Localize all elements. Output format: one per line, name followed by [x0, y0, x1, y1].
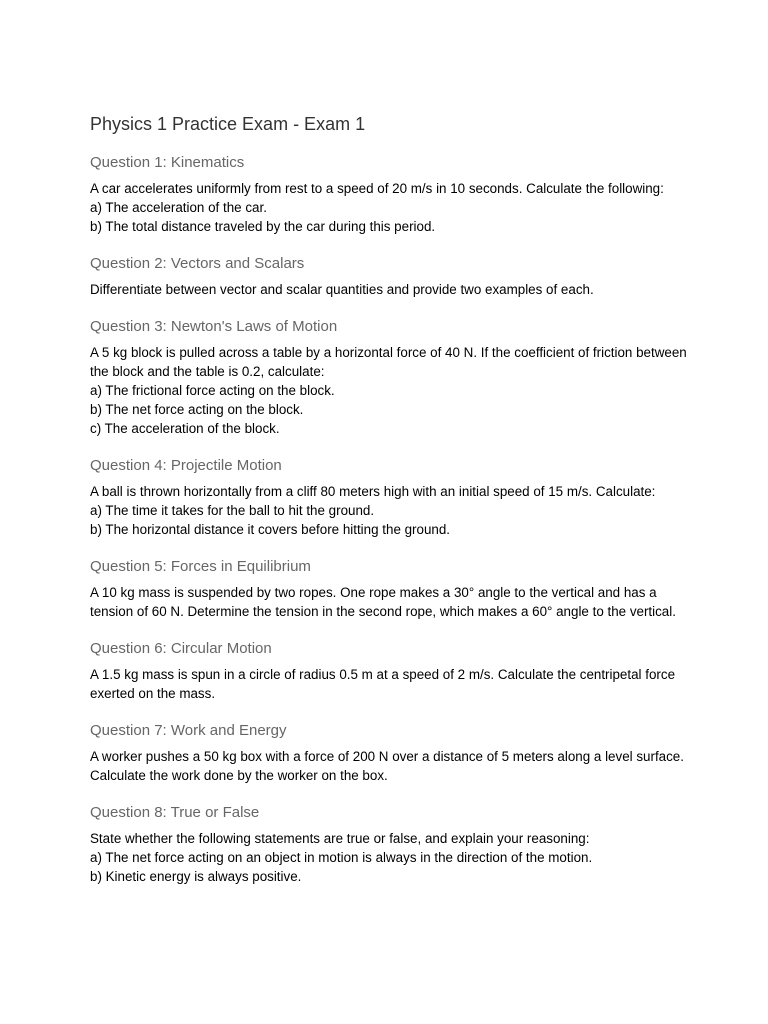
question-prompt: Differentiate between vector and scalar quantities and provide two examples of each.: [90, 282, 594, 297]
question-6: [90, 638, 690, 703]
question-body: [90, 343, 690, 438]
document-title: Physics 1 Practice Exam - Exam 1: [90, 114, 366, 134]
question-prompt: A 1.5 kg mass is spun in a circle of radius 0.5 m at a speed of 2 m/s. Calculate the centripetal force exerted on the mass.: [90, 667, 676, 701]
question-heading: Question 3: Newton's Laws of Motion: [90, 318, 338, 335]
question-item: a) The acceleration of the car.: [90, 200, 267, 215]
question-item: a) The net force acting on an object in motion is always in the direction of the motion.: [90, 850, 593, 865]
question-item: b) The horizontal distance it covers before hitting the ground.: [90, 522, 451, 537]
question-2: [90, 253, 690, 299]
question-body: [90, 747, 690, 785]
question-heading: Question 4: Projectile Motion: [90, 457, 282, 474]
question-body: [90, 665, 690, 703]
question-heading: Question 8: True or False: [90, 804, 260, 821]
question-body: [90, 583, 690, 621]
question-item: b) Kinetic energy is always positive.: [90, 869, 302, 884]
question-heading: Question 7: Work and Energy: [90, 722, 287, 739]
question-item: a) The frictional force acting on the block.: [90, 383, 335, 398]
question-item: a) The time it takes for the ball to hit the ground.: [90, 503, 375, 518]
question-heading: Question 6: Circular Motion: [90, 640, 272, 657]
question-1: [90, 152, 690, 236]
question-item: c) The acceleration of the block.: [90, 421, 280, 436]
question-prompt: A car accelerates uniformly from rest to a speed of 20 m/s in 10 seconds. Calculate the following:: [90, 181, 664, 196]
question-body: [90, 280, 690, 299]
question-prompt: A 5 kg block is pulled across a table by a horizontal force of 40 N. If the coefficient of friction between the block and the table is 0.2, calculate:: [90, 345, 687, 379]
question-prompt: A worker pushes a 50 kg box with a force of 200 N over a distance of 5 meters along a level surface. Calculate the work done by the worker on the box.: [90, 749, 684, 783]
question-prompt: A ball is thrown horizontally from a cliff 80 meters high with an initial speed of 15 m/s. Calculate:: [90, 484, 656, 499]
question-heading: Question 2: Vectors and Scalars: [90, 255, 305, 272]
question-body: [90, 482, 690, 539]
question-7: [90, 720, 690, 785]
document-page: [90, 111, 690, 903]
question-prompt: State whether the following statements are true or false, and explain your reasoning:: [90, 831, 590, 846]
question-5: [90, 556, 690, 621]
question-body: [90, 179, 690, 236]
question-item: b) The total distance traveled by the car during this period.: [90, 219, 436, 234]
question-prompt: A 10 kg mass is suspended by two ropes. One rope makes a 30° angle to the vertical and has a tension of 60 N. Determine the tension in the second rope, which makes a 60° angle to the vertical.: [90, 585, 676, 619]
question-heading: Question 1: Kinematics: [90, 154, 245, 171]
question-4: [90, 455, 690, 539]
question-body: [90, 829, 690, 886]
question-3: [90, 316, 690, 438]
question-8: [90, 802, 690, 886]
question-heading: Question 5: Forces in Equilibrium: [90, 558, 311, 575]
question-item: b) The net force acting on the block.: [90, 402, 304, 417]
